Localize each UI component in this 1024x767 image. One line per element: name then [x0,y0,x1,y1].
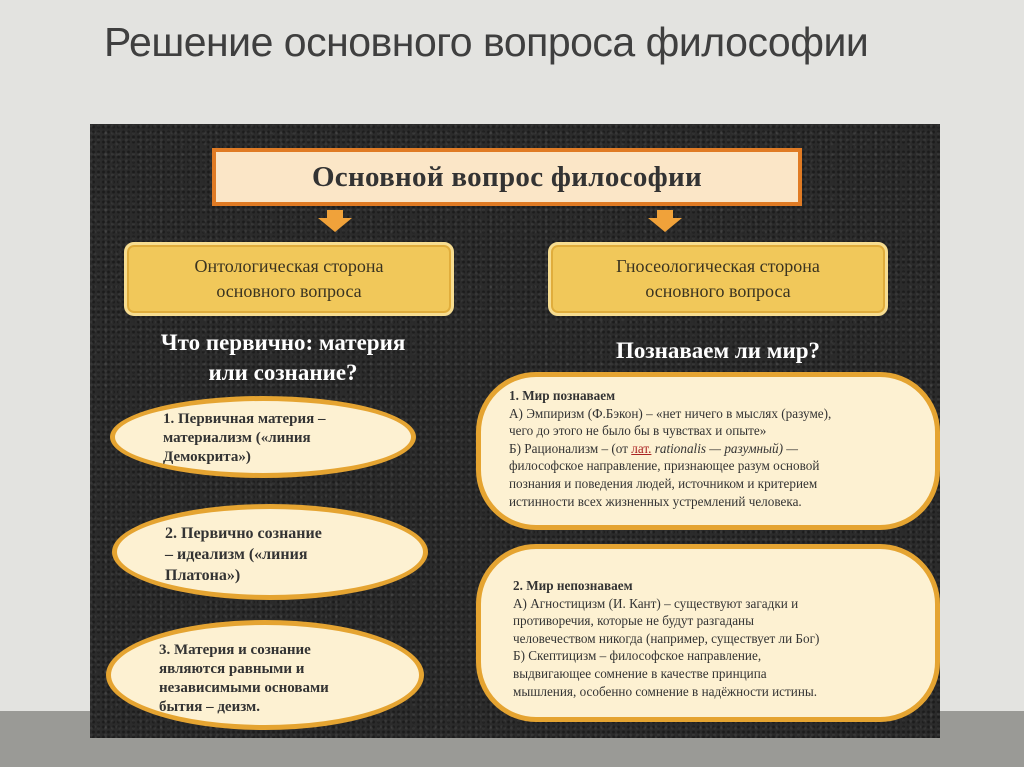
knowable-heading: 1. Мир познаваем [509,388,616,403]
question-line: Что первично: материя [160,330,406,355]
unknowable-line: противоречия, которые не будут разгаданы [513,613,754,629]
oval-line: – идеализм («линия [165,546,308,563]
unknowable-line: человечеством никогда (например, существует ли Бог) [513,630,820,646]
ontological-box-line: основного вопроса [216,281,362,301]
diagram-panel [90,124,940,738]
knowable-line: чего до этого не было бы в чувствах и опыте» [509,423,767,439]
rationalism-prefix: Б) Рационализм – (от [509,440,632,456]
gnoseological-question: Познаваем ли мир? [615,338,821,363]
oval-line: 3. Материя и сознание [159,642,311,658]
deism-oval [106,620,424,730]
oval-line: Демокрита») [163,449,251,465]
unknowable-world-block [476,544,940,722]
lat-link[interactable]: лат. [631,440,652,456]
oval-line: являются равными и [159,661,305,677]
gnoseological-box-line: основного вопроса [645,281,791,301]
ontological-box-line: Онтологическая сторона [194,256,384,276]
knowable-line: философское направление, признающее разум основой [509,458,820,474]
down-arrow-icon [648,210,682,232]
ontological-side-box [124,242,454,316]
unknowable-line: А) Агностицизм (И. Кант) – существуют загадки и [513,595,799,611]
knowable-line-rationalism [509,440,831,458]
knowable-line: А) Эмпиризм (Ф.Бэкон) – «нет ничего в мыслях (разуме), [509,405,832,421]
slide-title: Решение основного вопроса философии [104,19,869,65]
knowable-world-block [476,372,940,530]
oval-line: Платона») [165,567,241,584]
oval-line: материализм («линия [163,430,311,446]
oval-line: 1. Первичная материя – [163,411,326,427]
diagram-header: Основной вопрос философии [212,148,802,206]
unknowable-line: мышления, особенно сомнение в надёжности истины. [513,683,818,699]
unknowable-line: выдвигающее сомнение в качестве принципа [513,665,767,681]
ontological-question [98,328,468,388]
gnoseological-box-line: Гносеологическая сторона [616,256,820,276]
down-arrow-icon [318,210,352,232]
oval-line: независимыми основами [159,680,329,696]
question-line: или сознание? [208,360,358,385]
oval-line: бытия – деизм. [159,699,261,715]
oval-line: 2. Первично сознание [165,525,322,542]
knowable-line: истинности всех жизненных устремлений человека. [509,493,802,509]
gnoseological-side-box [548,242,888,316]
unknowable-heading: 2. Мир непознаваем [513,578,633,593]
knowable-line: познания и поведения людей, источником и критерием [509,475,818,491]
idealism-oval [112,504,428,600]
unknowable-line: Б) Скептицизм – философское направление, [513,648,762,664]
materialism-oval [110,396,416,478]
rationalis-term: rationalis — разумный) — [651,440,798,456]
